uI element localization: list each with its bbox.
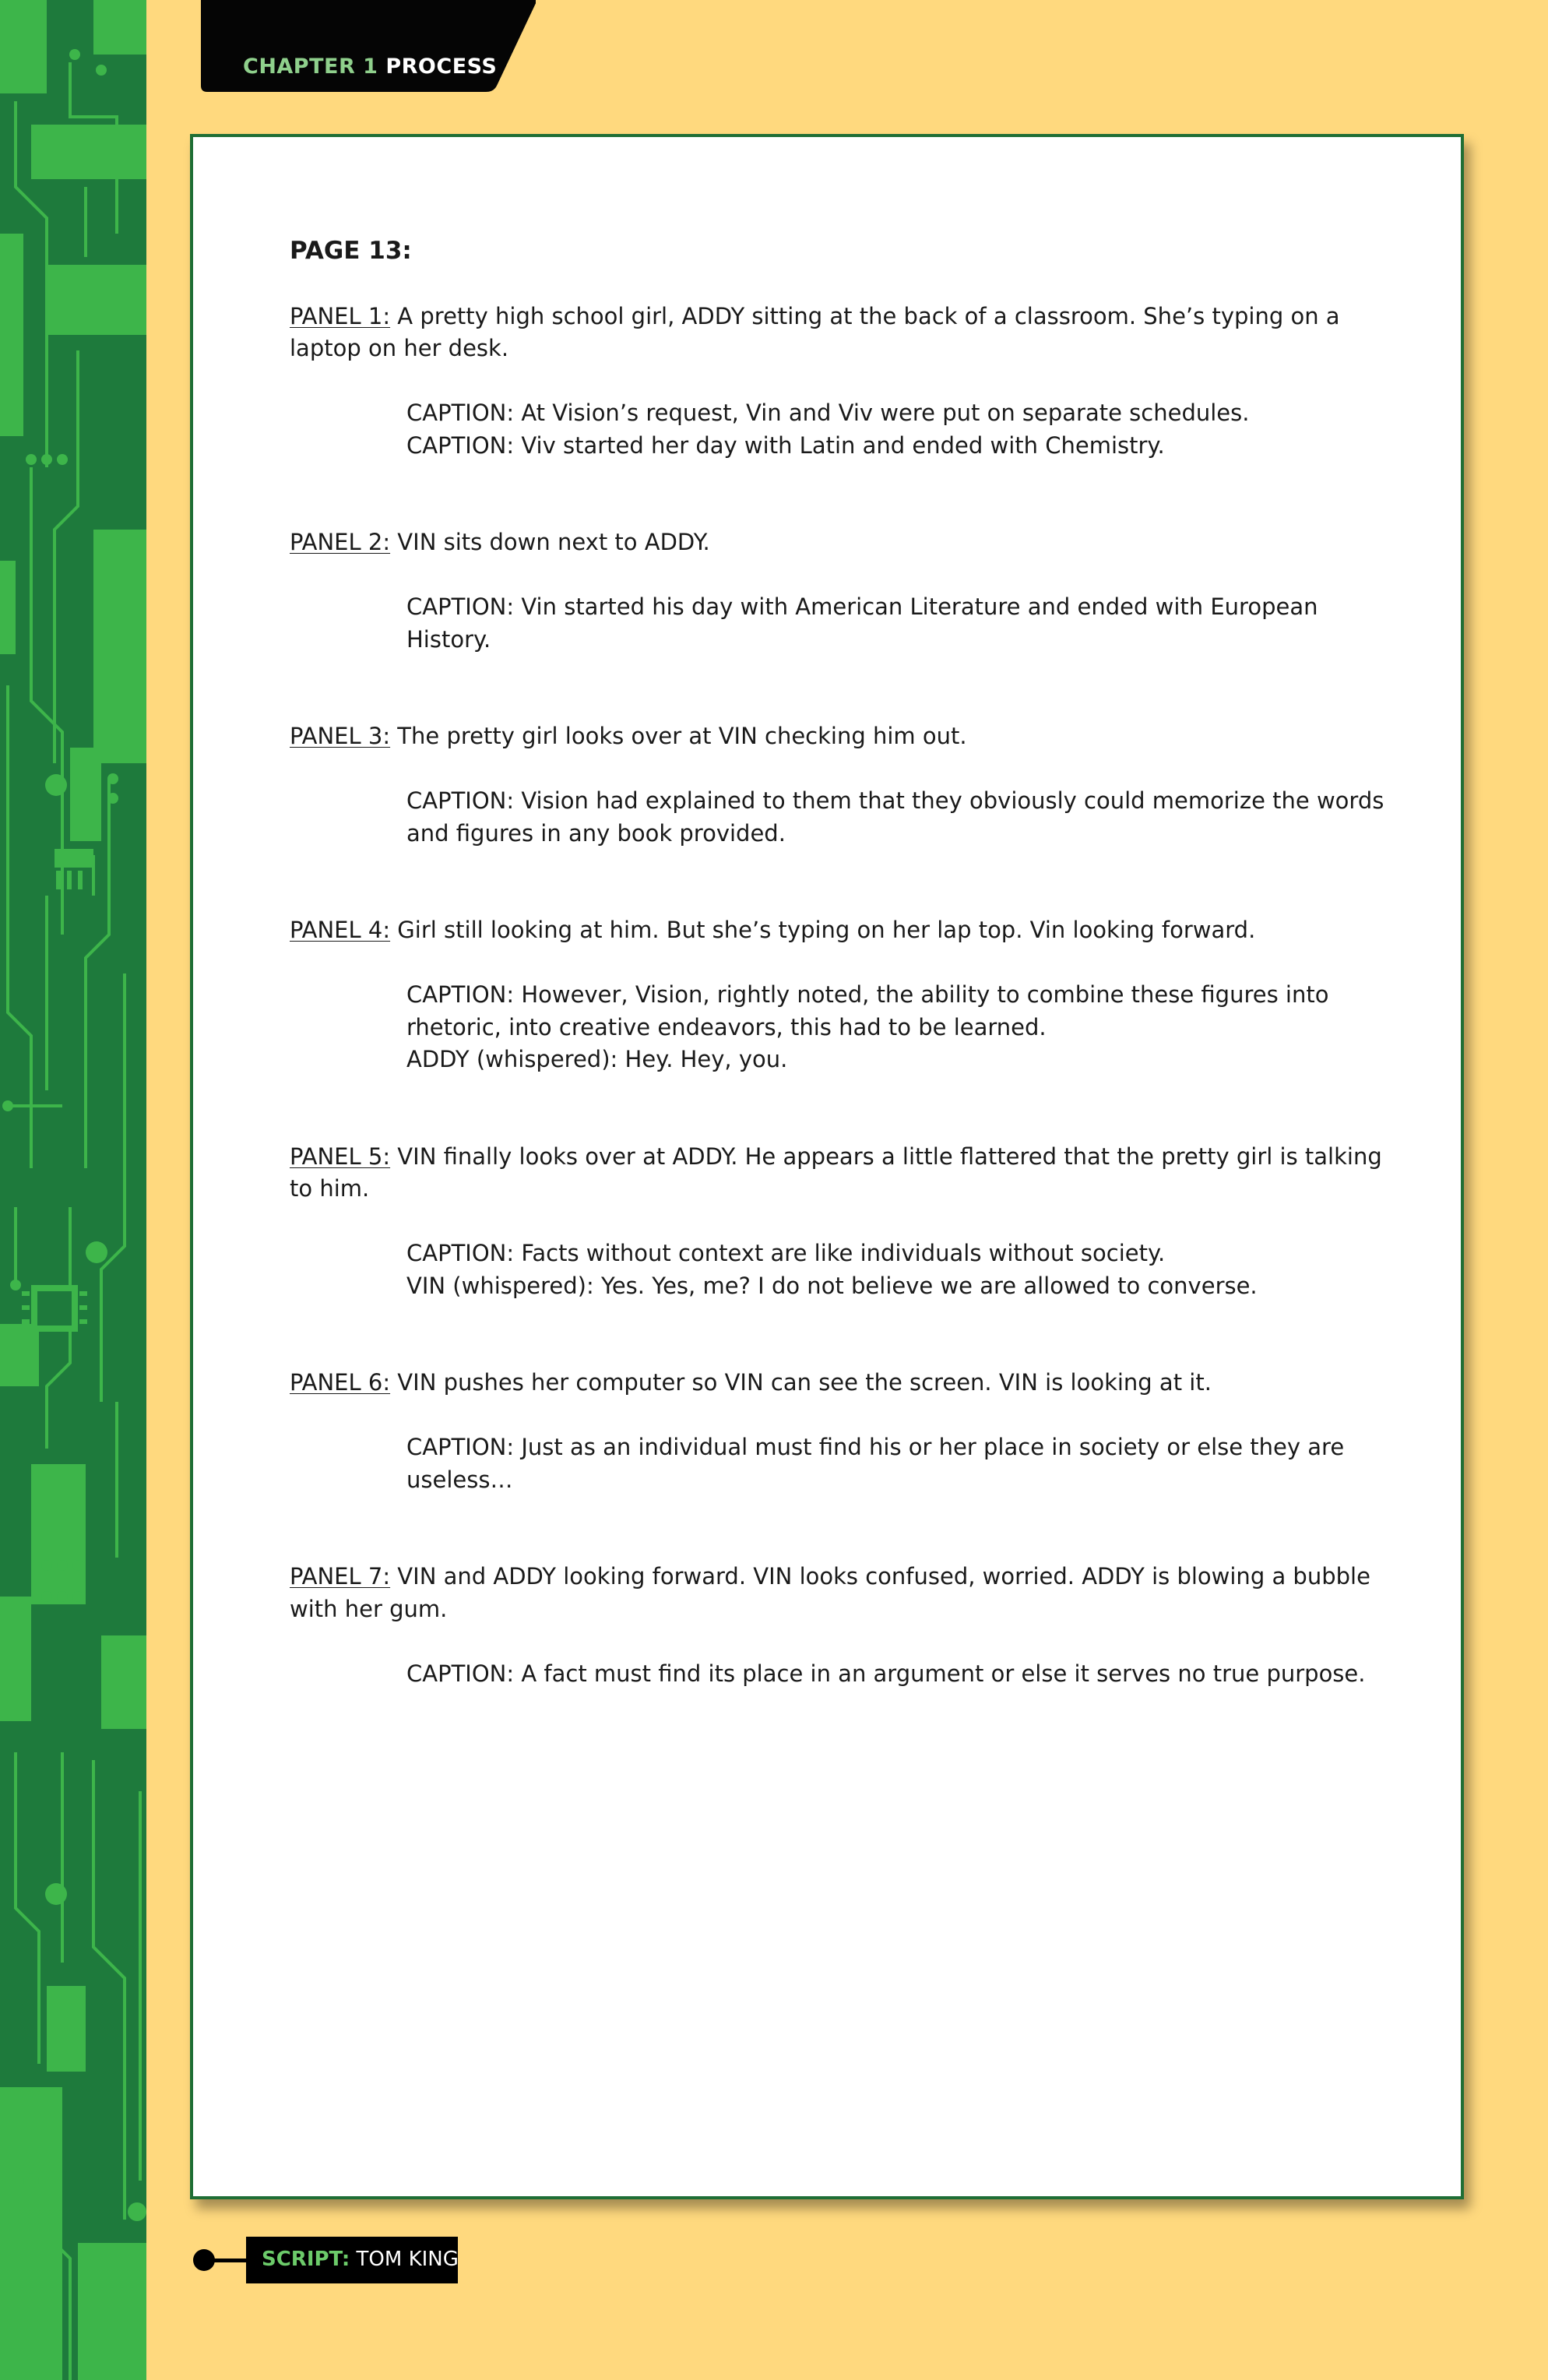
- panel-block-5: [290, 1141, 1395, 1303]
- caption-line: CAPTION: Just as an individual must find his or her place in society or else they are useless…: [406, 1434, 1345, 1493]
- panel-label: PANEL 4:: [290, 917, 391, 943]
- caption-line: CAPTION: However, Vision, rightly noted, the ability to combine these figures into rhetoric, into creative endeavors, this had to be learned.: [406, 981, 1329, 1040]
- panel-label: PANEL 2:: [290, 529, 391, 555]
- page-title: PAGE 13:: [290, 237, 412, 265]
- caption-lines: [406, 1238, 1395, 1302]
- circuit-pattern-graphic: [0, 0, 146, 2380]
- dialogue-line: ADDY (whispered): Hey. Hey, you.: [406, 1046, 788, 1072]
- panel-label: PANEL 7:: [290, 1563, 391, 1590]
- panel-description: [290, 1367, 1395, 1399]
- chapter-heading: [243, 55, 497, 79]
- panel-block-6: [290, 1367, 1395, 1496]
- panel-description-text: Girl still looking at him. But she’s typing on her lap top. Vin looking forward.: [390, 917, 1256, 943]
- panel-label: PANEL 5:: [290, 1142, 391, 1170]
- script-page: [190, 134, 1464, 2199]
- panel-label: PANEL 1:: [290, 302, 391, 329]
- panel-label: PANEL 6:: [290, 1369, 391, 1396]
- panel-description: [290, 720, 1395, 753]
- panel-description-text: VIN finally looks over at ADDY. He appears a little flattered that the pretty girl is talking to him.: [290, 1142, 1382, 1202]
- panel-description-text: VIN pushes her computer so VIN can see the screen. VIN is looking at it.: [390, 1369, 1212, 1396]
- panel-description: [290, 526, 1395, 559]
- panel-block-4: [290, 914, 1395, 1076]
- dialogue-line: VIN (whispered): Yes. Yes, me? I do not believe we are allowed to converse.: [406, 1272, 1258, 1299]
- script-credit-label: SCRIPT:: [262, 2248, 350, 2271]
- section-label: PROCESS: [385, 55, 498, 79]
- panel-block-7: [290, 1561, 1395, 1690]
- caption-line: CAPTION: Vin started his day with American Literature and ended with European History.: [406, 593, 1318, 653]
- chapter-label: CHAPTER 1: [243, 55, 378, 79]
- panel-description: [290, 1561, 1395, 1625]
- panel-label: PANEL 3:: [290, 723, 391, 749]
- caption-lines: [406, 591, 1395, 656]
- panel-description-text: VIN sits down next to ADDY.: [390, 529, 710, 555]
- panel-description: [290, 1141, 1395, 1206]
- script-credit-name: TOM KING: [350, 2248, 459, 2271]
- panel-description-text: A pretty high school girl, ADDY sitting at the back of a classroom. She’s typing on a laptop on her desk.: [290, 302, 1340, 361]
- script-content: [290, 235, 1395, 1755]
- caption-lines: [406, 1658, 1395, 1691]
- caption-line: CAPTION: Vision had explained to them that they obviously could memorize the words and figures in any book provided.: [406, 787, 1384, 847]
- caption-lines: [406, 785, 1395, 850]
- caption-lines: [406, 979, 1395, 1076]
- caption-line: CAPTION: Facts without context are like individuals without society.: [406, 1240, 1166, 1266]
- caption-lines: [406, 397, 1395, 462]
- panel-description-text: VIN and ADDY looking forward. VIN looks confused, worried. ADDY is blowing a bubble with her gum.: [290, 1563, 1370, 1622]
- circuit-board-sidebar: [0, 0, 146, 2380]
- panel-block-1: [290, 301, 1395, 463]
- caption-lines: [406, 1431, 1395, 1496]
- caption-line: CAPTION: At Vision’s request, Vin and Viv were put on separate schedules.: [406, 400, 1250, 426]
- panel-block-2: [290, 526, 1395, 656]
- caption-line: CAPTION: Viv started her day with Latin and ended with Chemistry.: [406, 431, 1165, 459]
- panel-description: [290, 914, 1395, 947]
- panel-block-3: [290, 720, 1395, 850]
- panel-description-text: The pretty girl looks over at VIN checking him out.: [390, 723, 967, 749]
- footer-connector-line: [209, 2259, 248, 2262]
- script-credit-box: [246, 2237, 458, 2283]
- caption-line: CAPTION: A fact must find its place in an argument or else it serves no true purpose.: [406, 1660, 1366, 1687]
- panel-description: [290, 301, 1395, 365]
